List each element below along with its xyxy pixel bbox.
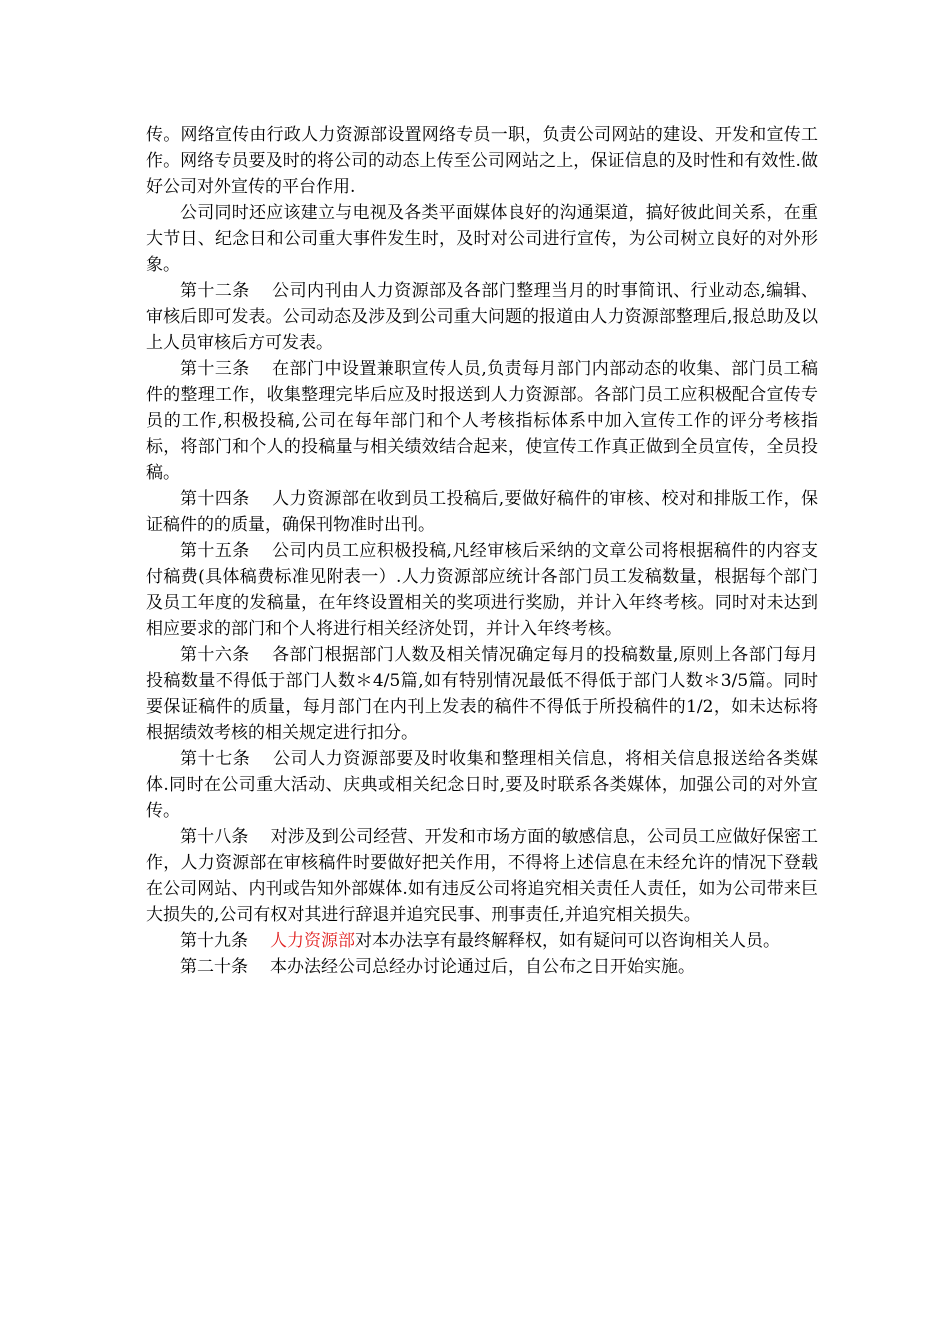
article-number: 第十四条: [180, 489, 250, 509]
document-body: [146, 122, 818, 980]
article-17: [146, 746, 818, 824]
article-text: 本办法经公司总经办讨论通过后，自公布之日开始实施。: [270, 957, 695, 977]
paragraph-text: 传。网络宣传由行政人力资源部设置网络专员一职，负责公司网站的建设、开发和宣传工作。网络专员要及时的将公司的动态上传至公司网站之上，保证信息的及时性和有效性.做好公司对外宣传的平台作用.: [146, 125, 818, 197]
article-number: 第十六条: [180, 645, 250, 665]
article-text: 公司内刊由人力资源部及各部门整理当月的时事简讯、行业动态,编辑、审核后即可发表。公司动态及涉及到公司重大问题的报道由人力资源部整理后,报总助及以上人员审核后方可发表。: [146, 281, 818, 353]
article-text: 人力资源部在收到员工投稿后,要做好稿件的审核、校对和排版工作，保证稿件的的质量，确保刊物准时出刊。: [146, 489, 818, 535]
article-14: [146, 486, 818, 538]
paragraph-text: 公司同时还应该建立与电视及各类平面媒体良好的沟通渠道，搞好彼此间关系，在重大节日、纪念日和公司重大事件发生时，及时对公司进行宣传，为公司树立良好的对外形象。: [146, 203, 818, 275]
article-text: 公司人力资源部要及时收集和整理相关信息，将相关信息报送给各类媒体.同时在公司重大活动、庆典或相关纪念日时,要及时联系各类媒体，加强公司的对外宣传。: [146, 749, 819, 821]
article-15: [146, 538, 818, 642]
article-text: 公司内员工应积极投稿,凡经审核后采纳的文章公司将根据稿件的内容支付稿费(具体稿费标准见附表一）.人力资源部应统计各部门员工发稿数量，根据每个部门及员工年度的发稿量，在年终设置相关的奖项进行奖励，并计入年终考核。同时对未达到相应要求的部门和个人将进行相关经济处罚，并计入年终考核。: [146, 541, 818, 639]
article-number: 第十八条: [180, 827, 249, 847]
article-number: 第十七条: [180, 749, 251, 769]
article-number: 第十三条: [180, 359, 250, 379]
article-19: [146, 928, 818, 954]
article-text: 对本办法享有最终解释权，如有疑问可以咨询相关人员。: [355, 931, 780, 951]
article-number: 第十九条: [180, 931, 248, 951]
article-16: [146, 642, 818, 746]
article-text: 在部门中设置兼职宣传人员,负责每月部门内部动态的收集、部门员工稿件的整理工作，收集整理完毕后应及时报送到人力资源部。各部门员工应积极配合宣传专员的工作,积极投稿,公司在每年部门和个人考核指标体系中加入宣传工作的评分考核指标，将部门和个人的投稿量与相关绩效结合起来，使宣传工作真正做到全员宣传，全员投稿。: [146, 359, 818, 483]
article-text: 对涉及到公司经营、开发和市场方面的敏感信息，公司员工应做好保密工作，人力资源部在审核稿件时要做好把关作用，不得将上述信息在未经允许的情况下登载在公司网站、内刊或告知外部媒体.如有违反公司将追究相关责任人责任，如为公司带来巨大损失的,公司有权对其进行辞退并追究民事、刑事责任,并追究相关损失。: [146, 827, 819, 925]
article-18: [146, 824, 818, 928]
article-13: [146, 356, 818, 486]
paragraph-media-channels: [146, 200, 818, 278]
article-number: 第十二条: [180, 281, 250, 301]
highlighted-department: 人力资源部: [270, 931, 355, 951]
article-12: [146, 278, 818, 356]
article-number: 第十五条: [180, 541, 250, 561]
paragraph-network-publicity: [146, 122, 818, 200]
article-number: 第二十条: [180, 957, 248, 977]
article-text: 各部门根据部门人数及相关情况确定每月的投稿数量,原则上各部门每月投稿数量不得低于部门人数＊4/5篇,如有特别情况最低不得低于部门人数＊3/5篇。同时要保证稿件的质量，每月部门在内刊上发表的稿件不得低于所投稿件的1/2，如未达标将根据绩效考核的相关规定进行扣分。: [146, 645, 818, 743]
article-20: [146, 954, 818, 980]
